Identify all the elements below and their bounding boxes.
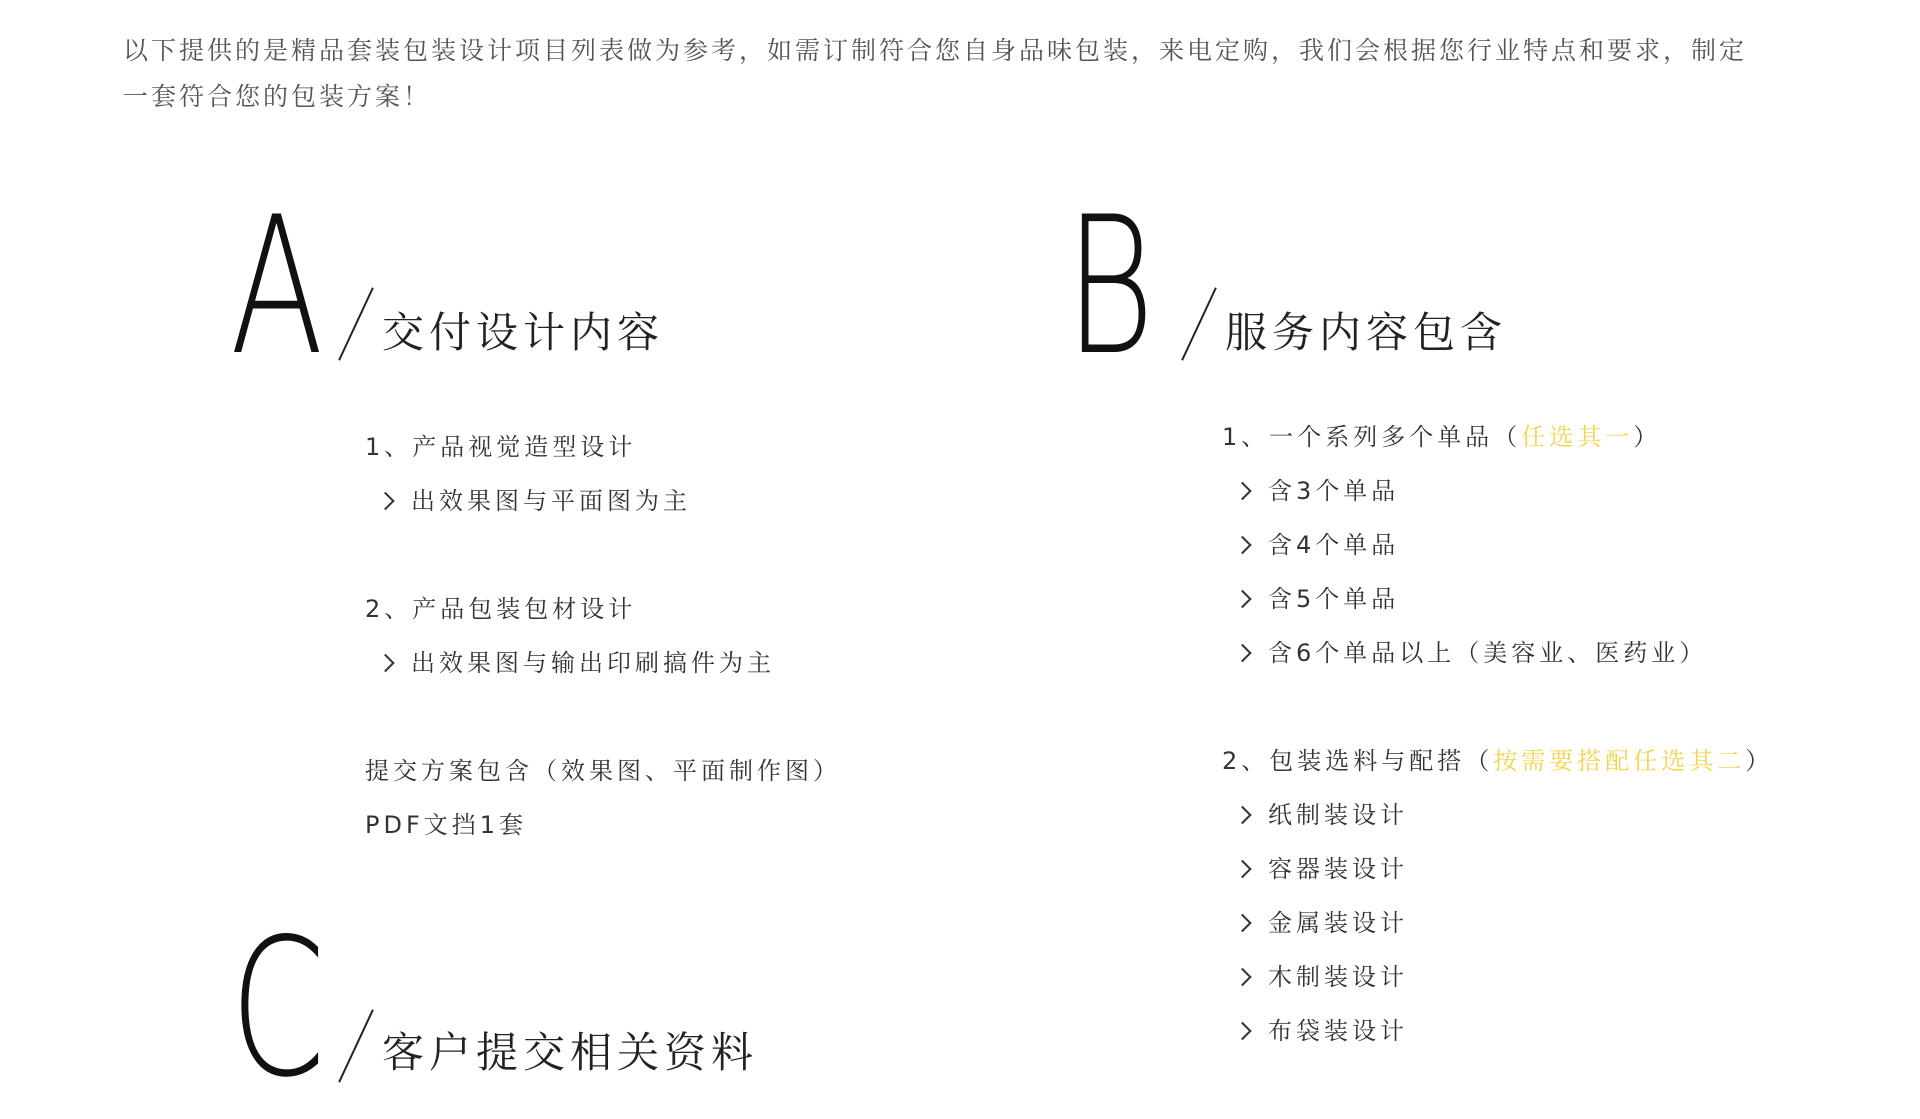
section-b-item-1-sub-label: 含6个单品以上（美容业、医药业） [1268,639,1708,667]
chevron-right-icon [1233,644,1251,662]
section-b-item-2-suffix: ） [1745,747,1774,775]
section-b-item-1-prefix: 1、一个系列多个单品（ [1222,423,1522,451]
section-b-list [1222,410,1773,1058]
section-b-item-2-sub-label: 木制装设计 [1268,963,1408,991]
section-a-heading [230,176,790,397]
section-a-note-2: PDF文挡1套 [365,811,528,839]
section-b-letter: B [1065,176,1155,397]
section-b-heading [1065,176,1665,397]
section-b-item-1-suffix: ） [1633,423,1662,451]
chevron-right-icon [1233,968,1251,986]
section-b-item-1-sub-4 [1222,626,1773,680]
section-b-item-2-sub-label: 纸制装设计 [1268,801,1408,829]
section-b-item-2-sub-3 [1222,896,1773,950]
section-b-item-1-sub-3 [1222,572,1773,626]
section-b-item-2-sub-1 [1222,788,1773,842]
spacer [1222,680,1773,734]
section-a-item-2-sub [365,636,841,690]
section-b-item-2-sub-2 [1222,842,1773,896]
chevron-right-icon [1233,860,1251,878]
section-a-letter: A [230,176,324,397]
section-b-item-1-sub-label: 含4个单品 [1268,531,1400,559]
intro-paragraph [123,28,1823,120]
section-a-note-1: 提交方案包含（效果图、平面制作图） [365,757,841,785]
section-b-title: 服务内容包含 [1225,308,1508,357]
section-b-item-2-sub-label: 布袋装设计 [1268,1017,1408,1045]
section-b-item-1-highlight: 任选其一 [1521,423,1634,451]
section-c-heading [230,898,850,1119]
chevron-right-icon [376,492,394,510]
section-a-item-2-sub-label: 出效果图与输出印刷搞件为主 [411,649,775,677]
chevron-right-icon [1233,590,1251,608]
chevron-right-icon [1233,1022,1251,1040]
intro-line-1: 以下提供的是精品套装包装设计项目列表做为参考，如需订制符合您自身品味包装，来电定购，我们会根据您行业特点和要求，制定 [123,36,1748,65]
section-a-item-1-sub [365,474,841,528]
section-b-item-2 [1222,734,1773,788]
spacer [365,690,841,744]
chevron-right-icon [1233,482,1251,500]
section-a-item-1-sub-label: 出效果图与平面图为主 [411,487,691,515]
section-a-item-2: 2、产品包装包材设计 [365,595,637,623]
spacer [365,528,841,582]
section-a-list [365,420,841,852]
section-b-item-2-prefix: 2、包装选料与配搭（ [1222,747,1494,775]
section-b-item-1 [1222,410,1773,464]
chevron-right-icon [376,654,394,672]
section-c-letter: C [230,898,326,1119]
section-b-item-1-sub-label: 含3个单品 [1268,477,1400,505]
section-b-item-2-sub-4 [1222,950,1773,1004]
chevron-right-icon [1233,806,1251,824]
section-b-slash [1181,287,1217,360]
section-c-title: 客户提交相关资料 [382,1028,759,1077]
section-b-item-2-highlight: 按需要搭配任选其二 [1493,747,1746,775]
section-b-item-2-sub-label: 金属装设计 [1268,909,1408,937]
section-b-item-2-sub-5 [1222,1004,1773,1058]
section-c-slash [338,1009,374,1082]
chevron-right-icon [1233,536,1251,554]
section-a-item-1: 1、产品视觉造型设计 [365,433,637,461]
section-a-title: 交付设计内容 [382,308,665,357]
section-b-item-2-sub-label: 容器装设计 [1268,855,1408,883]
section-a-slash [338,287,374,360]
intro-line-2: 一套符合您的包装方案！ [123,82,432,111]
chevron-right-icon [1233,914,1251,932]
section-b-item-1-sub-label: 含5个单品 [1268,585,1400,613]
section-b-item-1-sub-2 [1222,518,1773,572]
section-b-item-1-sub-1 [1222,464,1773,518]
